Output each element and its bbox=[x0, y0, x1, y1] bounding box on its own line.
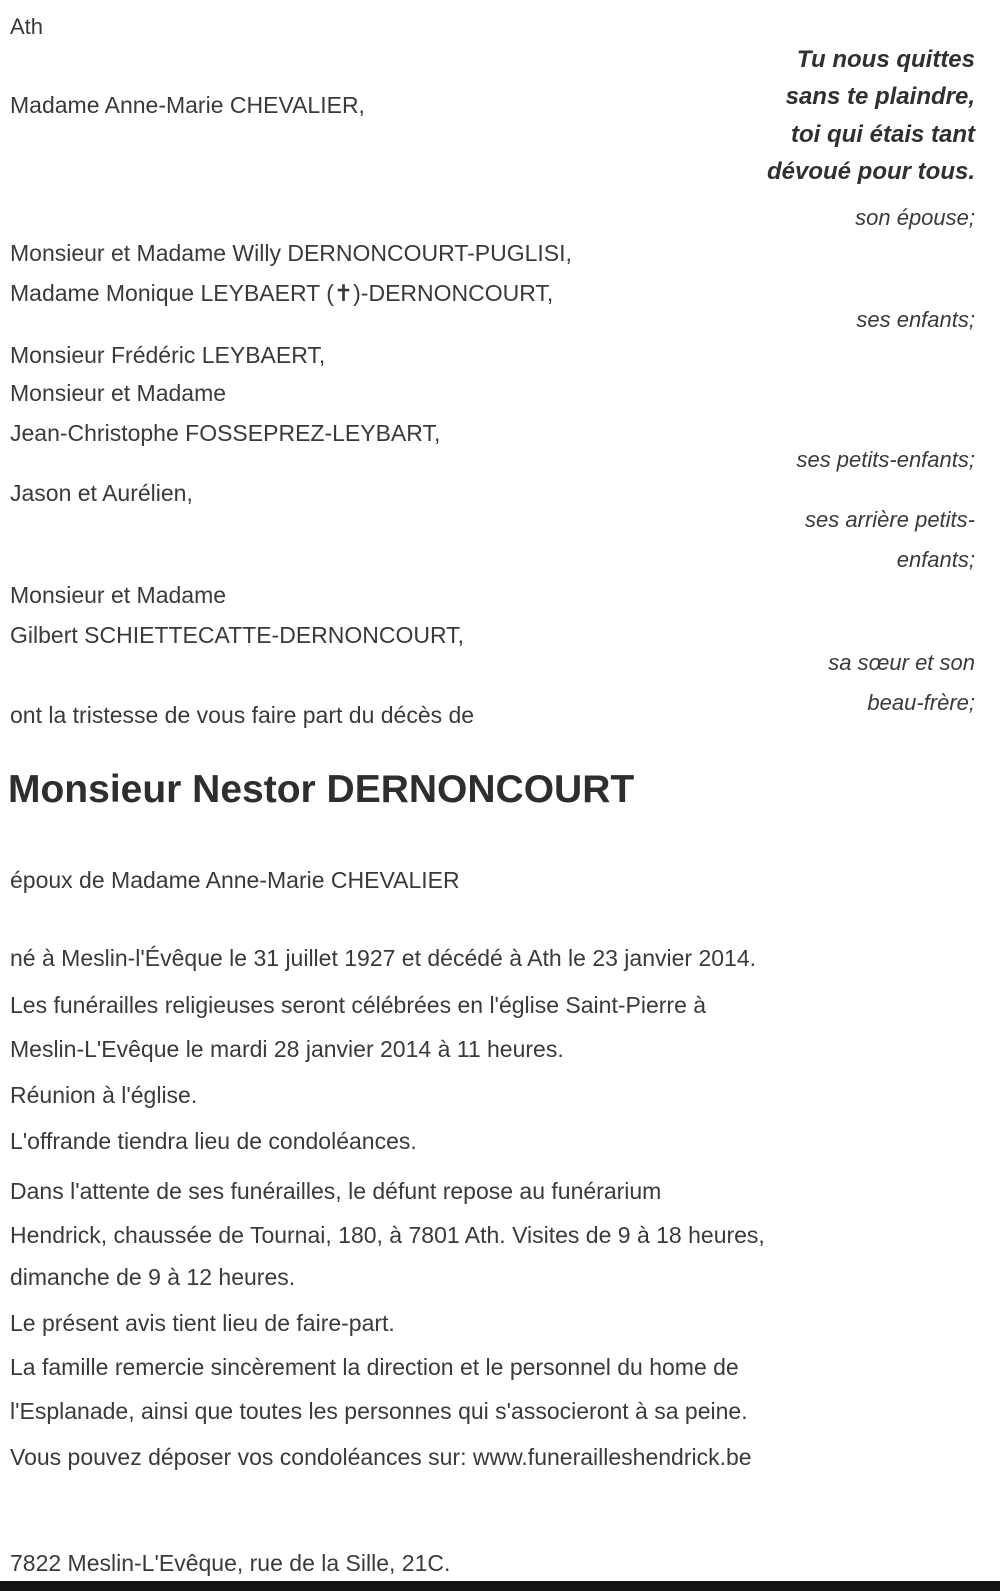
condolences-line bbox=[10, 1442, 752, 1472]
family-name-line: Jason et Aurélien, bbox=[10, 480, 193, 506]
condolences-text: Vous pouvez déposer vos condoléances sur: bbox=[10, 1444, 473, 1470]
address-line: 7822 Meslin-L'Evêque, rue de la Sille, 21C. bbox=[10, 1550, 451, 1576]
epitaph-line: sans te plaindre, bbox=[785, 83, 975, 110]
epitaph-line: dévoué pour tous. bbox=[766, 158, 975, 185]
thanks-line: La famille remercie sincèrement la direction et le personnel du home de bbox=[10, 1354, 739, 1380]
relation-label: ses arrière petits-enfants; bbox=[805, 507, 975, 572]
epitaph-line: toi qui étais tant bbox=[790, 121, 975, 148]
birth-death-line: né à Meslin-l'Évêque le 31 juillet 1927 et décédé à Ath le 23 janvier 2014. bbox=[10, 945, 757, 971]
relation-label: son épouse; bbox=[855, 205, 975, 230]
relation-label: ses petits-enfants; bbox=[796, 447, 975, 472]
epitaph-line: Tu nous quittes bbox=[796, 46, 975, 73]
relation-label: ses enfants; bbox=[856, 307, 975, 332]
repose-line: dimanche de 9 à 12 heures. bbox=[10, 1264, 296, 1290]
website-url[interactable]: www.funerailleshendrick.be bbox=[472, 1444, 752, 1470]
family-name-line: Madame Monique LEYBAERT (✝)-DERNONCOURT, bbox=[10, 280, 554, 306]
family-name-line: Monsieur et Madame bbox=[10, 380, 227, 406]
funeral-line: Meslin-L'Evêque le mardi 28 janvier 2014 à 11 heures. bbox=[10, 1036, 564, 1062]
family-name-line: Monsieur et Madame bbox=[10, 582, 227, 608]
relation-label: sa sœur et son beau-frère; bbox=[828, 650, 975, 715]
avis-line: Le présent avis tient lieu de faire-part. bbox=[10, 1310, 395, 1336]
announcement-text: ont la tristesse de vous faire part du décès de bbox=[10, 702, 475, 728]
family-name-line: Jean-Christophe FOSSEPREZ-LEYBART, bbox=[10, 420, 441, 446]
deceased-name-title: Monsieur Nestor DERNONCOURT bbox=[8, 768, 635, 811]
family-name-line: Monsieur et Madame Willy DERNONCOURT-PUGLISI, bbox=[10, 240, 572, 266]
place-label: Ath bbox=[10, 14, 44, 39]
meeting-line: Réunion à l'église. bbox=[10, 1082, 198, 1108]
repose-line: Dans l'attente de ses funérailles, le défunt repose au funérarium bbox=[10, 1178, 662, 1204]
thanks-line: l'Esplanade, ainsi que toutes les personnes qui s'associeront à sa peine. bbox=[10, 1398, 748, 1424]
family-name-line: Madame Anne-Marie CHEVALIER, bbox=[10, 92, 365, 118]
footer-bar bbox=[0, 1581, 1000, 1591]
repose-line: Hendrick, chaussée de Tournai, 180, à 7801 Ath. Visites de 9 à 18 heures, bbox=[10, 1222, 765, 1248]
family-name-line: Monsieur Frédéric LEYBAERT, bbox=[10, 342, 326, 368]
family-name-line: Gilbert SCHIETTECATTE-DERNONCOURT, bbox=[10, 622, 465, 648]
funeral-line: Les funérailles religieuses seront célébrées en l'église Saint-Pierre à bbox=[10, 992, 707, 1018]
offering-line: L'offrande tiendra lieu de condoléances. bbox=[10, 1128, 417, 1154]
spouse-line: époux de Madame Anne-Marie CHEVALIER bbox=[10, 867, 460, 893]
